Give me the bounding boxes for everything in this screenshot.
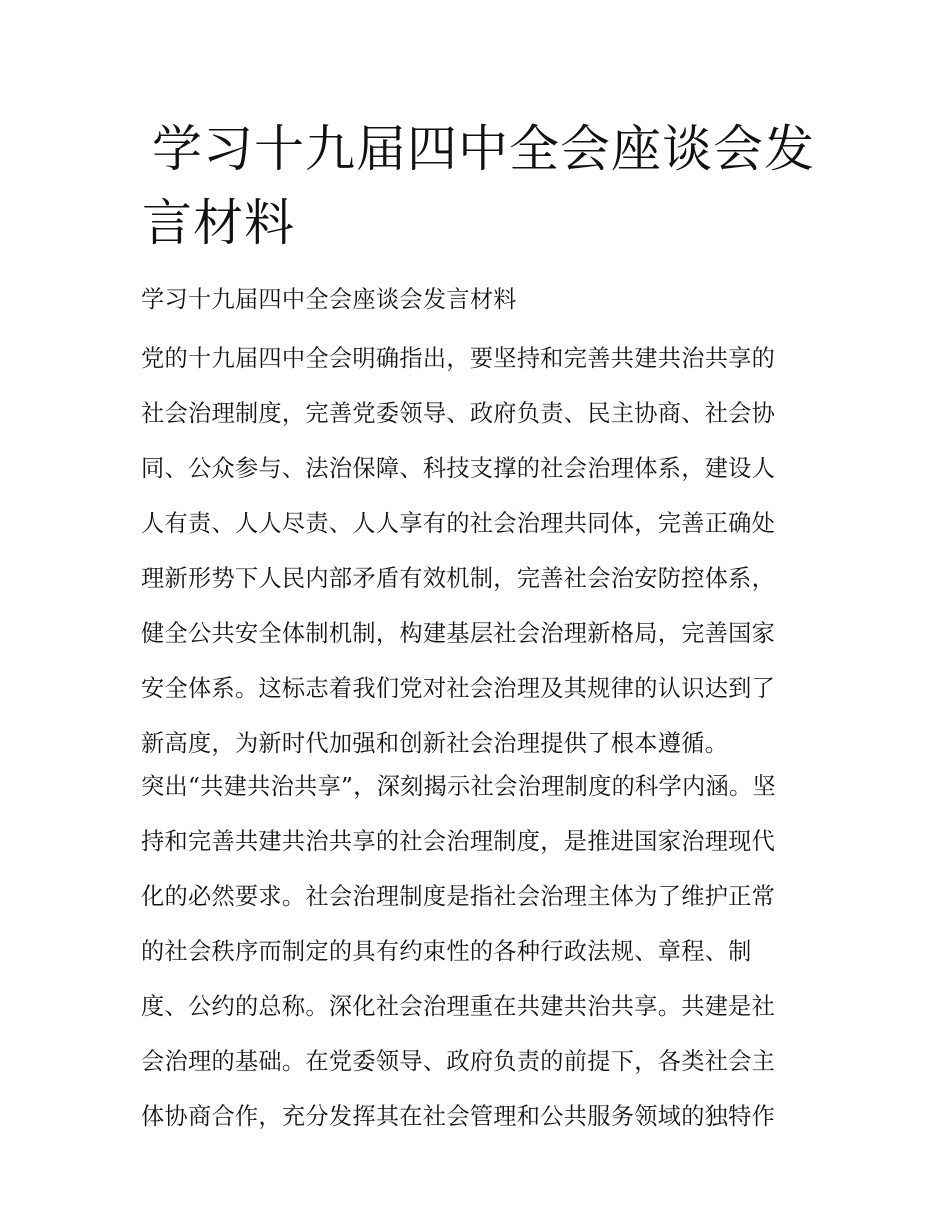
paragraph-1-line: 新高度，为新时代加强和创新社会治理提供了根本遵循。 (141, 730, 729, 758)
paragraph-2-line: 突出“共建共治共享”，深刻揭示社会治理制度的科学内涵。坚 (141, 773, 776, 801)
paragraph-1-line: 理新形势下人民内部矛盾有效机制，完善社会治安防控体系， (141, 565, 776, 593)
paragraph-1 (141, 342, 821, 770)
paragraph-1-line: 健全公共安全体制机制，构建基层社会治理新格局，完善国家 (141, 620, 776, 648)
paragraph-2-line: 化的必然要求。社会治理制度是指社会治理主体为了维护正常 (141, 883, 776, 911)
title-line-1 (142, 112, 822, 186)
subtitle-line: 学习十九届四中全会座谈会发言材料 (141, 286, 517, 313)
paragraph-2-line: 体协商合作，充分发挥其在社会管理和公共服务领域的独特作 (141, 1103, 776, 1131)
paragraph-2-line: 的社会秩序而制定的具有约束性的各种行政法规、章程、制 (141, 938, 752, 966)
paragraph-2-line: 度、公约的总称。深化社会治理重在共建共治共享。共建是社 (141, 993, 776, 1021)
paragraph-1-line: 安全体系。这标志着我们党对社会治理及其规律的认识达到了 (141, 675, 776, 703)
document-title (142, 112, 822, 260)
paragraph-2-line: 持和完善共建共治共享的社会治理制度，是推进国家治理现代 (141, 828, 776, 856)
document-body (141, 283, 821, 1155)
paragraph-2 (141, 770, 821, 1155)
title-line-2: 言材料 (142, 194, 295, 252)
paragraph-2-line: 会治理的基础。在党委领导、政府负责的前提下，各类社会主 (141, 1048, 776, 1076)
title-line-1-text: 学习十九届四中全会座谈会发 (152, 120, 815, 178)
paragraph-1-line: 同、公众参与、法治保障、科技支撑的社会治理体系，建设人 (141, 455, 776, 483)
paragraph-1-line: 人有责、人人尽责、人人享有的社会治理共同体，完善正确处 (141, 510, 776, 538)
paragraph-1-line: 社会治理制度，完善党委领导、政府负责、民主协商、社会协 (141, 400, 776, 428)
paragraph-1-line: 党的十九届四中全会明确指出，要坚持和完善共建共治共享的 (141, 345, 776, 373)
